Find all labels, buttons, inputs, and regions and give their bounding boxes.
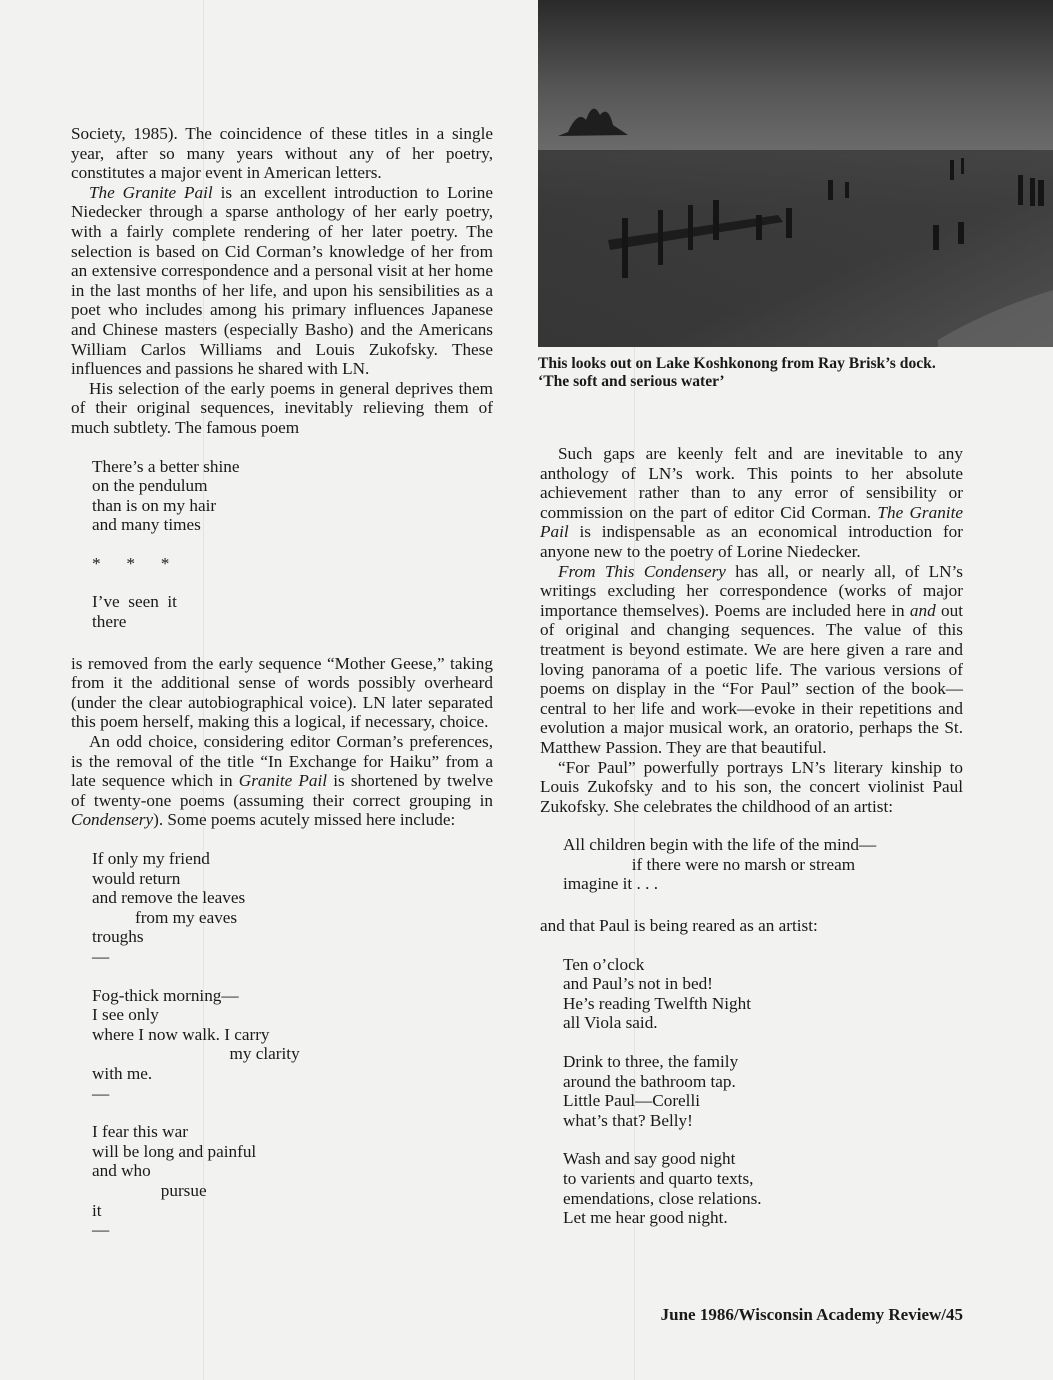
left-column: [71, 124, 493, 1240]
paragraph: Such gaps are keenly felt and are inevitable to any anthology of LN’s work. This points to her absolute achievement rather than to any error of sensibility or commission on the part of editor Cid Corman. The Granite Pail is indispensable as an economical introduction for anyone new to the poetry of Lorine Niedecker.: [540, 444, 963, 561]
poem-fog-thick-morning: Fog-thick morning— I see only where I now walk. I carry my clarity with me. —: [92, 985, 300, 1103]
photo-caption: This looks out on Lake Koshkonong from Ray Brisk’s dock. ‘The soft and serious water’: [538, 355, 936, 390]
poem-wash-and-say: Wash and say good night to varients and quarto texts, emendations, close relations. Let me hear good night.: [563, 1149, 762, 1228]
paragraph: is removed from the early sequence “Mother Geese,” taking from it the additional sense of words possibly overheard (under the clear autobiographical voice). LN later separated this poem herself, making this a logical, if necessary, choice.: [71, 653, 493, 732]
poem-i-fear-this-war: I fear this war will be long and painful and who pursue it —: [92, 1122, 257, 1240]
paragraph: Society, 1985). The coincidence of these titles in a single year, after so many years without any of her poetry, constitutes a major event in American letters.: [71, 124, 493, 183]
poem-there-is-a-better-shine: There’s a better shine on the pendulum than is on my hair and many times * * * I’ve seen it there: [92, 456, 240, 632]
lake-photo: [538, 0, 1053, 347]
poem-all-children: All children begin with the life of the mind— if there were no marsh or stream imagine it . . .: [563, 835, 877, 894]
paragraph: The Granite Pail is an excellent introduction to Lorine Niedecker through a sparse anthology of her early poetry, with a fairly complete rendering of her later poetry. The selection is based on Cid Corman’s knowledge of her from an extensive correspondence and a personal visit at her home in the last months of her life, and upon his sensibilities as a poet who includes among his primary influences Japanese and Chinese masters (especially Basho) and the Americans William Carlos Williams and Louis Zukofsky. These influences and passions he shared with LN.: [71, 182, 493, 379]
paragraph: His selection of the early poems in general deprives them of their original sequences, inevitably relieving them of much subtlety. The famous poem: [71, 378, 493, 437]
right-column: [540, 444, 963, 1228]
paragraph: From This Condensery has all, or nearly all, of LN’s writings excluding her correspondence (works of major importance themselves). Poems are included here in and out of original and changing sequences. The value of this treatment is beyond estimate. We are here given a rare and loving panorama of a poetic life. The various versions of poems on display in the “For Paul” section of the book—central to her life and work—evoke in their repetitions and evolution a major musical work, an oratorio, perhaps the St. Matthew Passion. They are that beautiful.: [540, 561, 963, 757]
poem-if-only-my-friend: If only my friend would return and remove the leaves from my eaves troughs —: [92, 849, 246, 966]
poem-drink-to-three: Drink to three, the family around the bathroom tap. Little Paul—Corelli what’s that? Belly!: [563, 1052, 739, 1130]
poem-ten-oclock: Ten o’clock and Paul’s not in bed! He’s reading Twelfth Night all Viola said.: [563, 954, 751, 1033]
page-footer: June 1986/Wisconsin Academy Review/45: [660, 1305, 963, 1324]
paragraph: “For Paul” powerfully portrays LN’s literary kinship to Louis Zukofsky and to his son, the concert violinist Paul Zukofsky. She celebrates the childhood of an artist:: [540, 757, 963, 816]
paragraph: An odd choice, considering editor Corman’s preferences, is the removal of the title “In Exchange for Haiku” from a late sequence which in Granite Pail is shortened by twelve of twenty-one poems (assuming their correct grouping in Condensery). Some poems acutely missed here include:: [71, 732, 493, 830]
paragraph: and that Paul is being reared as an artist:: [540, 916, 818, 936]
